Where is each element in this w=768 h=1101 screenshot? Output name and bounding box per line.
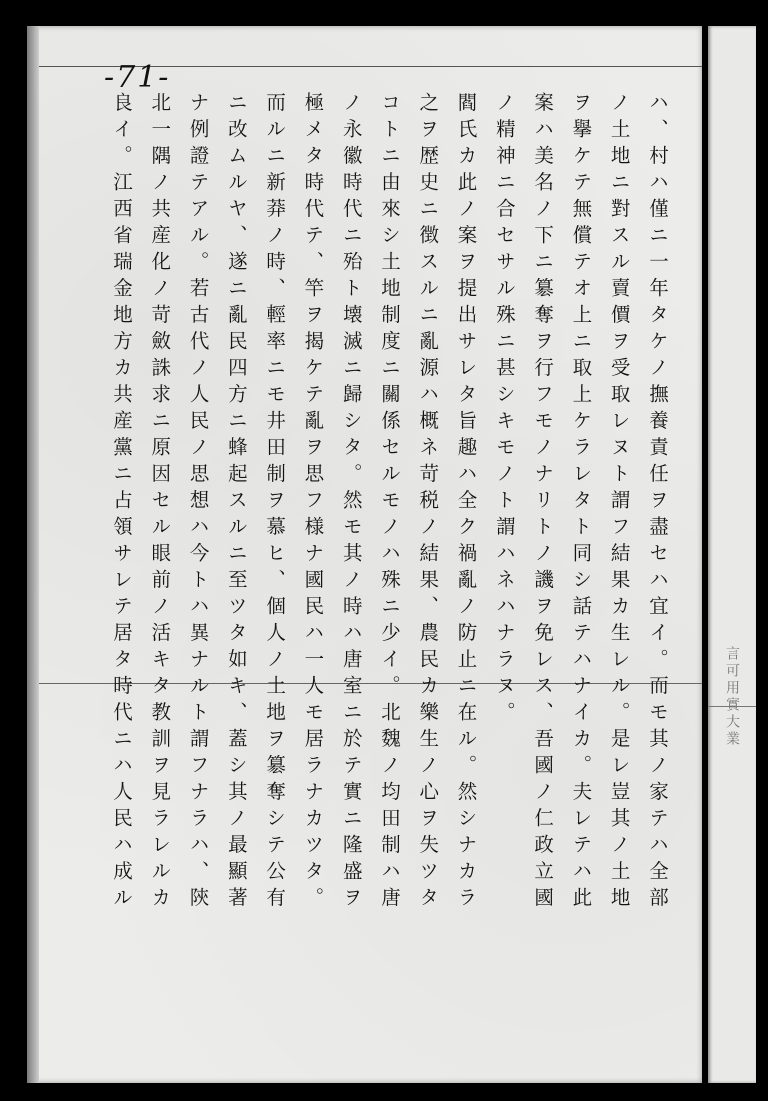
text-column: 之ヲ歴史ニ徴スルニ亂源ハ概ネ苛税ノ結果、農民カ樂生ノ心ヲ失ツタ — [416, 92, 440, 914]
text-column: 北一隅ノ共産化ノ苛斂誅求ニ原因セル眼前ノ活キタ教訓ヲ見ラレルカ — [148, 92, 172, 914]
text-column: コトニ由來シ土地制度ニ關係セルモノハ殊ニ少イ。北魏ノ均田制ハ唐 — [377, 92, 401, 914]
text-column: 閻氏カ此ノ案ヲ提出サレタ旨趣ハ全ク禍亂ノ防止ニ在ル。然シナカラ — [454, 92, 478, 914]
text-column: 案ハ美名ノ下ニ簒奪ヲ行フモノナリトノ譏ヲ免レス、吾國ノ仁政立國 — [531, 92, 555, 914]
text-column: ハ、村ハ僅ニ一年タケノ撫養責任ヲ盡セハ宜イ。而モ其ノ家テハ全部 — [645, 92, 669, 914]
text-column: ノ精神ニ合セサル殊ニ甚シキモノト謂ハネハナラヌ。 — [492, 92, 516, 728]
text-column: ヲ擧ケテ無償テオ上ニ取上ケラレタト同シ話テハナイカ。夫レテハ此 — [569, 92, 593, 914]
strip-text: 言可用實大業 — [724, 646, 740, 748]
adjacent-page-strip — [708, 26, 756, 1083]
text-column: ナ例證テアル。若古代ノ人民ノ思想ハ今トハ異ナルト謂フナラハ、陝 — [186, 92, 210, 914]
text-column: ノ永徽時代ニ殆ト壊滅ニ歸シタ。然モ其ノ時ハ唐室ニ於テ實ニ隆盛ヲ — [339, 92, 363, 914]
text-column: 良イ。江西省瑞金地方カ共産黨ニ占領サレテ居タ時代ニハ人民ハ成ル — [110, 92, 133, 914]
page-number: -71- — [104, 60, 171, 95]
text-column: ノ土地ニ對スル賣價ヲ受取レヌト謂フ結果カ生レル。是レ豈其ノ土地 — [607, 92, 631, 914]
page-spine — [27, 26, 39, 1083]
text-column: 而ルニ新莽ノ時、輕率ニモ井田制ヲ慕ヒ、個人ノ土地ヲ簒奪シテ公有 — [263, 92, 287, 914]
text-column: ニ改ムルヤ、遂ニ亂民四方ニ蜂起スルニ至ツタ如キ、蓋シ其ノ最顯著 — [224, 92, 248, 914]
text-columns — [104, 92, 674, 914]
text-column: 極メタ時代テ、竿ヲ揭ケテ亂ヲ思フ様ナ國民ハ一人モ居ラナカツタ。 — [301, 92, 325, 914]
